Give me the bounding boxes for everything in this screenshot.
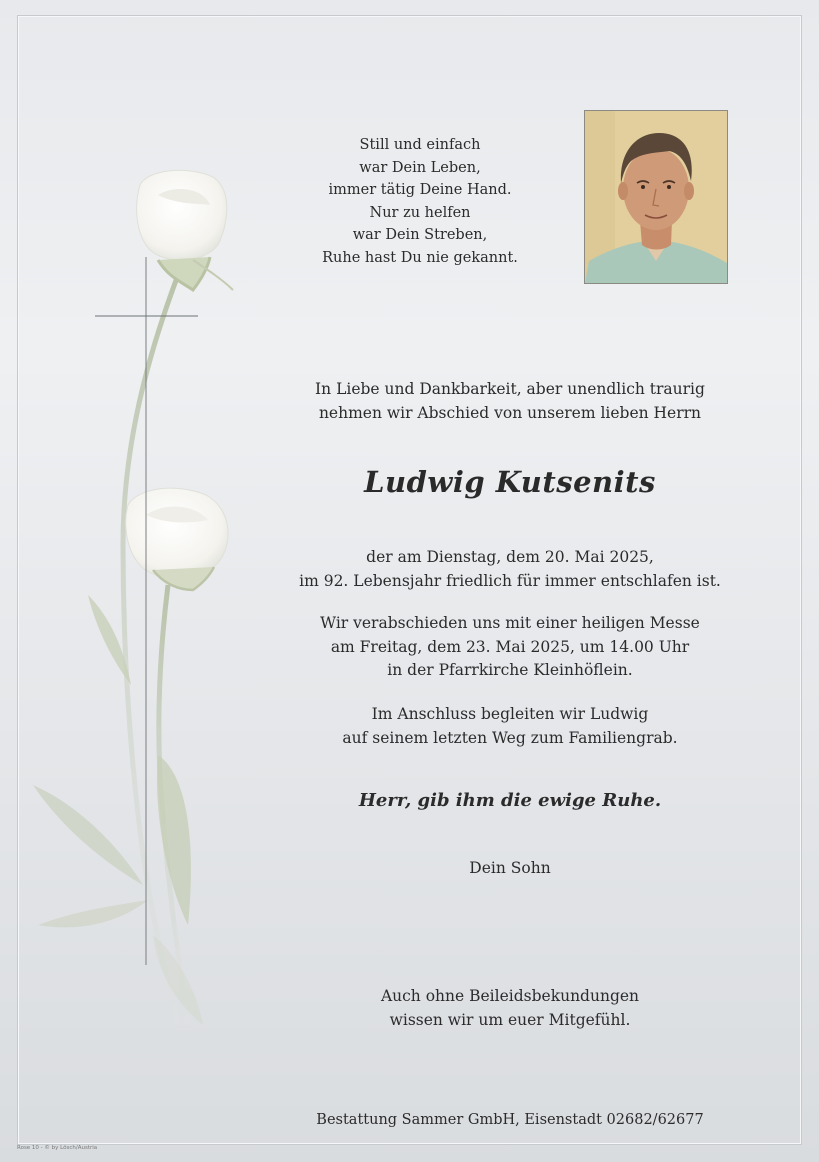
prayer: Herr, gib ihm die ewige Ruhe. — [358, 790, 662, 811]
burial-line: auf seinem letzten Weg zum Familiengrab. — [342, 728, 678, 747]
intro-text — [230, 378, 790, 425]
condolence-line: wissen wir um euer Mitgefühl. — [389, 1010, 631, 1029]
funeral-home-footer: Bestattung Sammer GmbH, Eisenstadt 02682/62677 — [316, 1112, 704, 1128]
intro-line: In Liebe und Dankbarkeit, aber unendlich traurig — [315, 380, 705, 398]
death-line: der am Dienstag, dem 20. Mai 2025, — [366, 548, 654, 566]
mass-line: Wir verabschieden uns mit einer heiligen Messe — [320, 614, 700, 632]
poem-line: Nur zu helfen — [369, 204, 471, 221]
death-notice — [230, 546, 790, 593]
burial-info — [230, 703, 790, 750]
poem-line: immer tätig Deine Hand. — [328, 182, 512, 199]
condolence-note — [230, 985, 790, 1032]
poem-line: war Dein Leben, — [359, 159, 481, 176]
condolence-line: Auch ohne Beileidsbekundungen — [380, 987, 640, 1005]
poem — [280, 134, 560, 270]
burial-line: Im Anschluss begleiten wir Ludwig — [371, 705, 649, 723]
signature: Dein Sohn — [469, 859, 551, 877]
white-rose-icon — [28, 165, 258, 1045]
mass-line: am Freitag, dem 23. Mai 2025, um 14.00 Uhr — [330, 637, 690, 656]
poem-line: war Dein Streben, — [352, 227, 488, 244]
portrait-photo — [584, 110, 728, 284]
poem-line: Still und einfach — [359, 137, 481, 153]
intro-line: nehmen wir Abschied von unserem lieben Herrn — [318, 403, 702, 422]
death-line: im 92. Lebensjahr friedlich für immer entschlafen ist. — [299, 571, 721, 590]
mass-line: in der Pfarrkirche Kleinhöflein. — [387, 661, 633, 679]
design-credit: Rose 10 - © by Lösch/Austria — [17, 1145, 98, 1151]
deceased-name: Ludwig Kutsenits — [364, 465, 656, 499]
poem-line: Ruhe hast Du nie gekannt. — [322, 249, 518, 266]
mass-info — [230, 612, 790, 683]
